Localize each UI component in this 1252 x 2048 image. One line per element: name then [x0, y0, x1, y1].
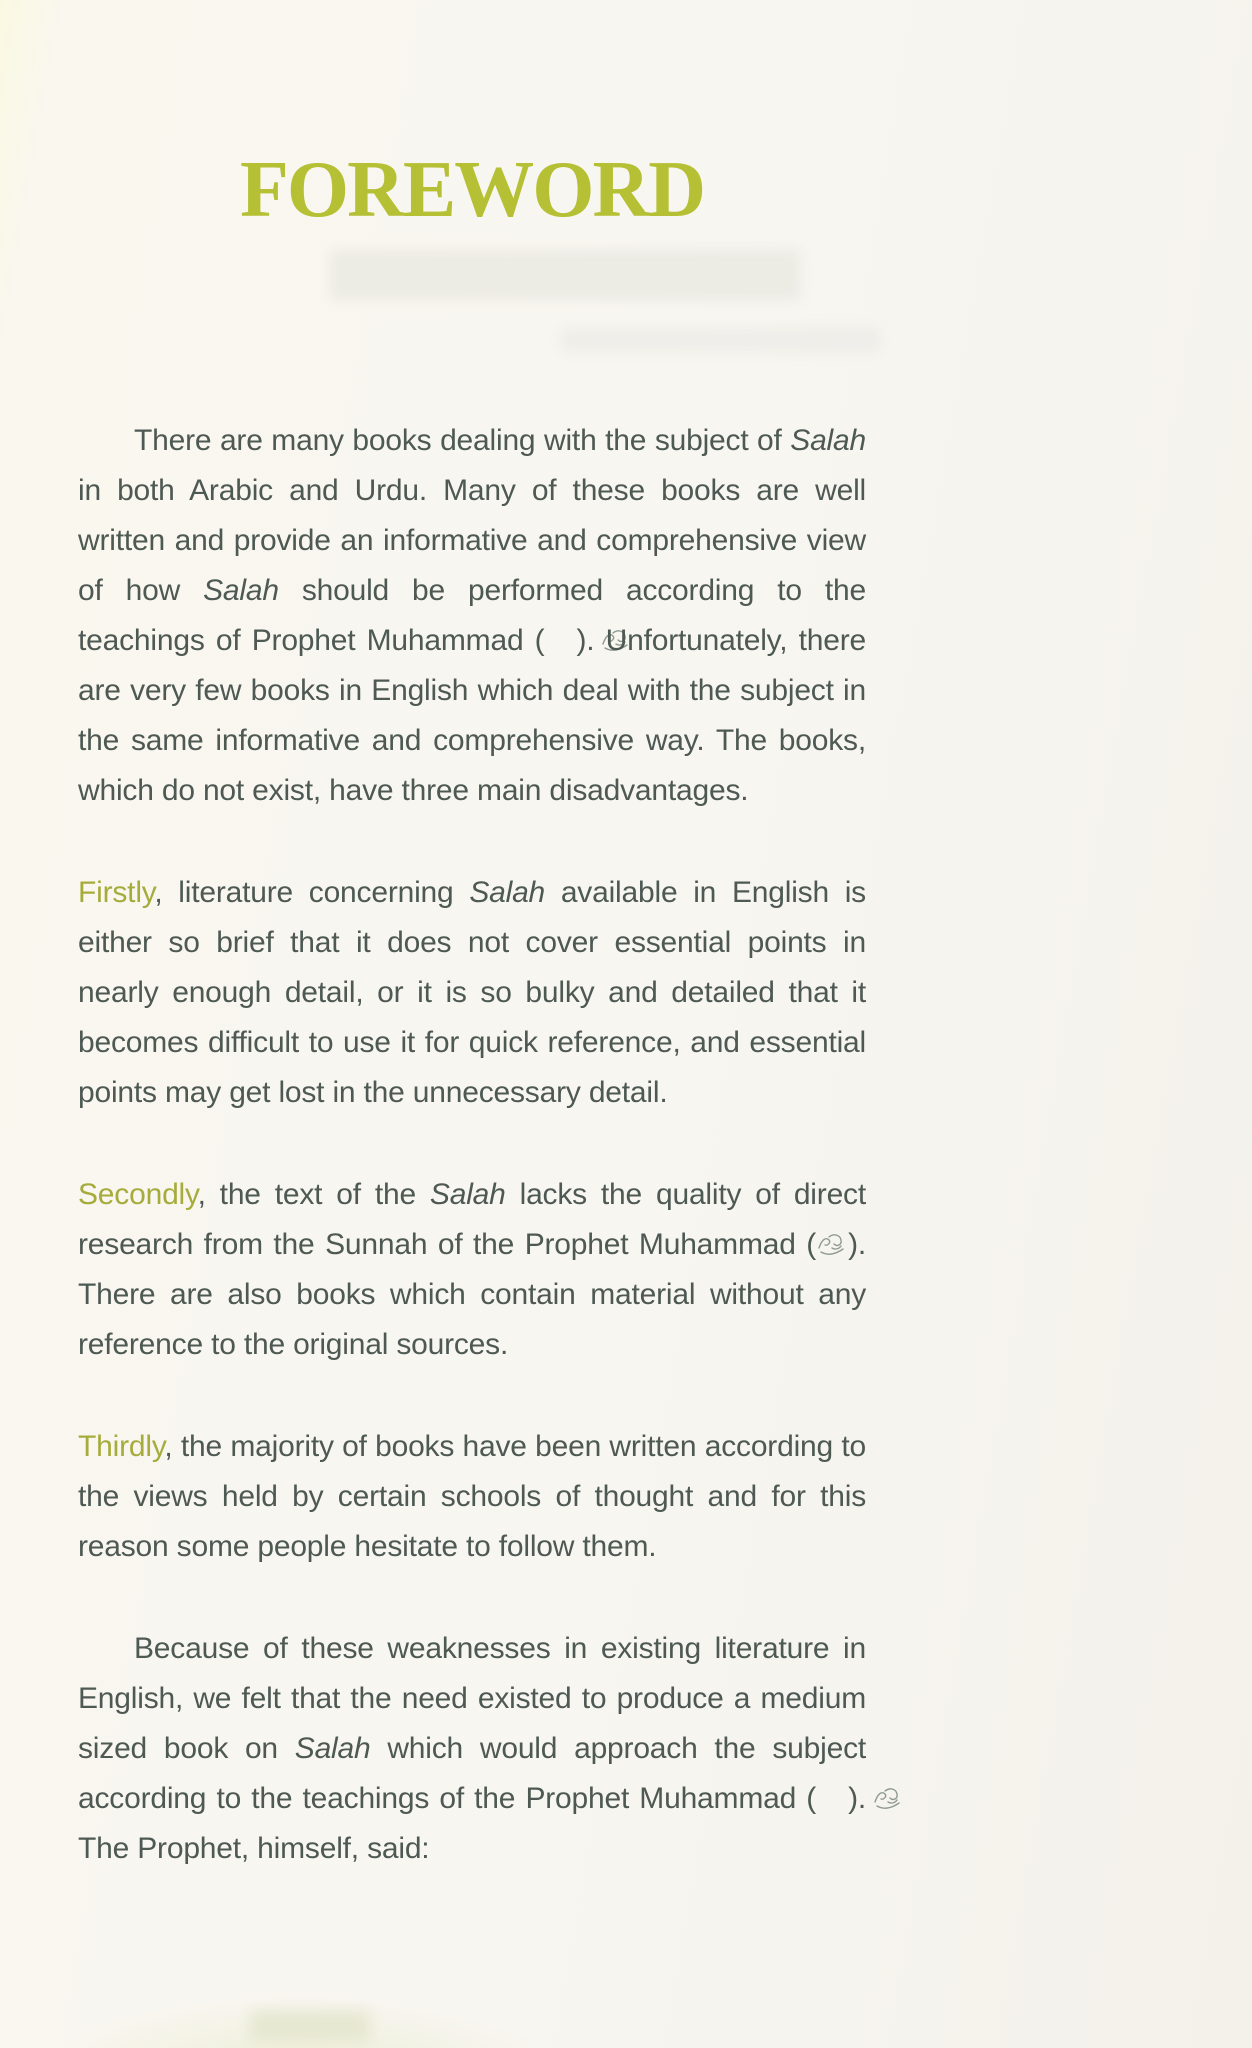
pbuh-calligraphy-symbol: [816, 1785, 848, 1811]
term-salah-italic: Salah: [203, 574, 279, 607]
paragraph-3: [78, 1170, 866, 1370]
term-salah-italic: Salah: [294, 1732, 371, 1765]
keyword-secondly: Secondly: [78, 1178, 198, 1211]
foreword-body: [78, 416, 866, 1874]
scan-smudge-artifact: [250, 2010, 370, 2040]
body-text: Because of these weaknesses in existing literature in English, we felt that the need existed to produce a medium sized book on: [78, 1632, 866, 1765]
keyword-thirdly: Thirdly: [78, 1430, 165, 1463]
paragraph-4: [78, 1422, 866, 1572]
text-column: [78, 0, 866, 1926]
body-text: There are many books dealing with the subject of: [134, 424, 791, 457]
term-salah-italic: Salah: [429, 1178, 506, 1211]
body-text: , the text of the: [197, 1178, 430, 1211]
body-text: lacks the quality of direct research from the Sunnah of the Prophet Muhammad (: [78, 1178, 866, 1261]
pbuh-calligraphy-symbol: [816, 1231, 848, 1257]
page-title: FOREWORD: [240, 146, 704, 234]
body-text: ). The Prophet, himself, said:: [78, 1782, 866, 1865]
keyword-firstly: Firstly: [78, 876, 155, 909]
body-text: should be performed according to the teachings of Prophet Muhammad (: [78, 574, 866, 657]
body-text: ). Unfortunately, there are very few books in English which deal with the subject in the same informative and comprehensive way. The books, which do not exist, have three main disadvantages.: [78, 624, 866, 807]
paragraph-1: [78, 416, 866, 816]
body-text: which would approach the subject according to the teachings of the Prophet Muhammad (: [78, 1732, 866, 1815]
body-text: , the majority of books have been written according to the views held by certain schools of thought and for this reason some people hesitate to follow them.: [78, 1430, 866, 1563]
body-text: , literature concerning: [154, 876, 470, 909]
paragraph-2: [78, 868, 866, 1118]
body-text: ). There are also books which contain material without any reference to the original sources.: [78, 1228, 866, 1361]
term-salah-italic: Salah: [469, 876, 546, 909]
paragraph-5: [78, 1624, 866, 1874]
body-text: in both Arabic and Urdu. Many of these books are well written and provide an informative and comprehensive view of how: [78, 474, 866, 607]
pbuh-calligraphy-symbol: [544, 627, 576, 653]
body-text: available in English is either so brief that it does not cover essential points in nearly enough detail, or it is so bulky and detailed that it becomes difficult to use it for quick reference, and essential points may get lost in the unnecessary detail.: [78, 876, 866, 1109]
term-salah-italic: Salah: [790, 424, 866, 457]
